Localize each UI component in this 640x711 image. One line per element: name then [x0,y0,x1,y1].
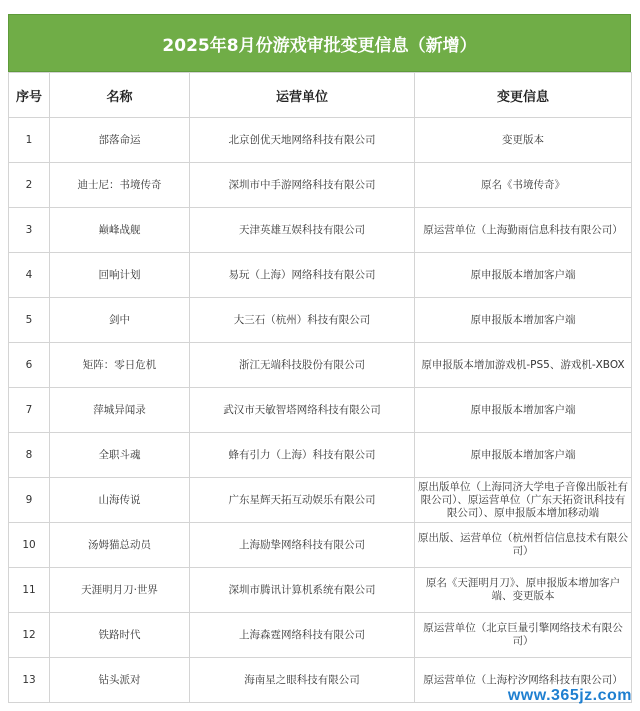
cell-name: 回响计划 [50,253,190,298]
cell-no: 4 [9,253,50,298]
cell-no: 13 [9,658,50,703]
header-change: 变更信息 [415,73,632,118]
cell-change: 原申报版本增加客户端 [415,433,632,478]
cell-operator: 深圳市腾讯计算机系统有限公司 [190,568,415,613]
cell-change: 原申报版本增加客户端 [415,253,632,298]
cell-name: 迪士尼：书境传奇 [50,163,190,208]
cell-no: 3 [9,208,50,253]
header-operator: 运营单位 [190,73,415,118]
header-no: 序号 [9,73,50,118]
cell-name: 铁路时代 [50,613,190,658]
cell-name: 萍城异闻录 [50,388,190,433]
cell-operator: 浙江无端科技股份有限公司 [190,343,415,388]
cell-operator: 上海励挚网络科技有限公司 [190,523,415,568]
approval-sheet [8,14,631,703]
cell-operator: 大三石（杭州）科技有限公司 [190,298,415,343]
header-row [9,73,632,118]
cell-operator: 广东星辉天拓互动娱乐有限公司 [190,478,415,523]
cell-operator: 天津英雄互娱科技有限公司 [190,208,415,253]
cell-no: 5 [9,298,50,343]
cell-change: 原运营单位（上海柠汐网络科技有限公司） [415,658,632,703]
cell-name: 山海传说 [50,478,190,523]
table-row [9,163,632,208]
cell-change: 原申报版本增加客户端 [415,388,632,433]
cell-name: 部落命运 [50,118,190,163]
cell-name: 矩阵：零日危机 [50,343,190,388]
cell-no: 6 [9,343,50,388]
table-row [9,478,632,523]
cell-name: 剑中 [50,298,190,343]
cell-operator: 易玩（上海）网络科技有限公司 [190,253,415,298]
table-row [9,253,632,298]
table-row [9,388,632,433]
cell-change: 原申报版本增加游戏机-PS5、游戏机-XBOX [415,343,632,388]
site-watermark: www.365jz.com [507,687,632,704]
table-row [9,208,632,253]
cell-no: 9 [9,478,50,523]
table-row [9,118,632,163]
cell-change: 原名《天涯明月刀》、原申报版本增加客户端、变更版本 [415,568,632,613]
sheet-title: 2025年8月份游戏审批变更信息（新增） [8,14,631,72]
cell-change: 原运营单位（北京巨量引擎网络技术有限公司） [415,613,632,658]
cell-no: 1 [9,118,50,163]
cell-change: 原运营单位（上海勤雨信息科技有限公司） [415,208,632,253]
cell-name: 汤姆猫总动员 [50,523,190,568]
cell-change: 原出版、运营单位（杭州哲信信息技术有限公司） [415,523,632,568]
cell-operator: 海南星之眼科技有限公司 [190,658,415,703]
cell-change: 原名《书境传奇》 [415,163,632,208]
cell-no: 12 [9,613,50,658]
cell-operator: 武汉市天敏智塔网络科技有限公司 [190,388,415,433]
header-name: 名称 [50,73,190,118]
cell-no: 7 [9,388,50,433]
cell-operator: 深圳市中手游网络科技有限公司 [190,163,415,208]
cell-name: 天涯明月刀·世界 [50,568,190,613]
cell-change: 原申报版本增加客户端 [415,298,632,343]
cell-change: 原出版单位（上海同济大学电子音像出版社有限公司）、原运营单位（广东天拓资讯科技有限公司）、原申报版本增加移动端 [415,478,632,523]
cell-name: 全职斗魂 [50,433,190,478]
table-row [9,343,632,388]
cell-operator: 上海森霆网络科技有限公司 [190,613,415,658]
cell-no: 11 [9,568,50,613]
cell-operator: 蜂有引力（上海）科技有限公司 [190,433,415,478]
table-row [9,568,632,613]
cell-name: 钻头派对 [50,658,190,703]
cell-no: 2 [9,163,50,208]
cell-no: 10 [9,523,50,568]
cell-operator: 北京创优天地网络科技有限公司 [190,118,415,163]
cell-change: 变更版本 [415,118,632,163]
table-row [9,613,632,658]
cell-name: 巅峰战舰 [50,208,190,253]
table-row [9,523,632,568]
cell-no: 8 [9,433,50,478]
table-row [9,298,632,343]
table-row [9,433,632,478]
approval-table [8,72,632,703]
